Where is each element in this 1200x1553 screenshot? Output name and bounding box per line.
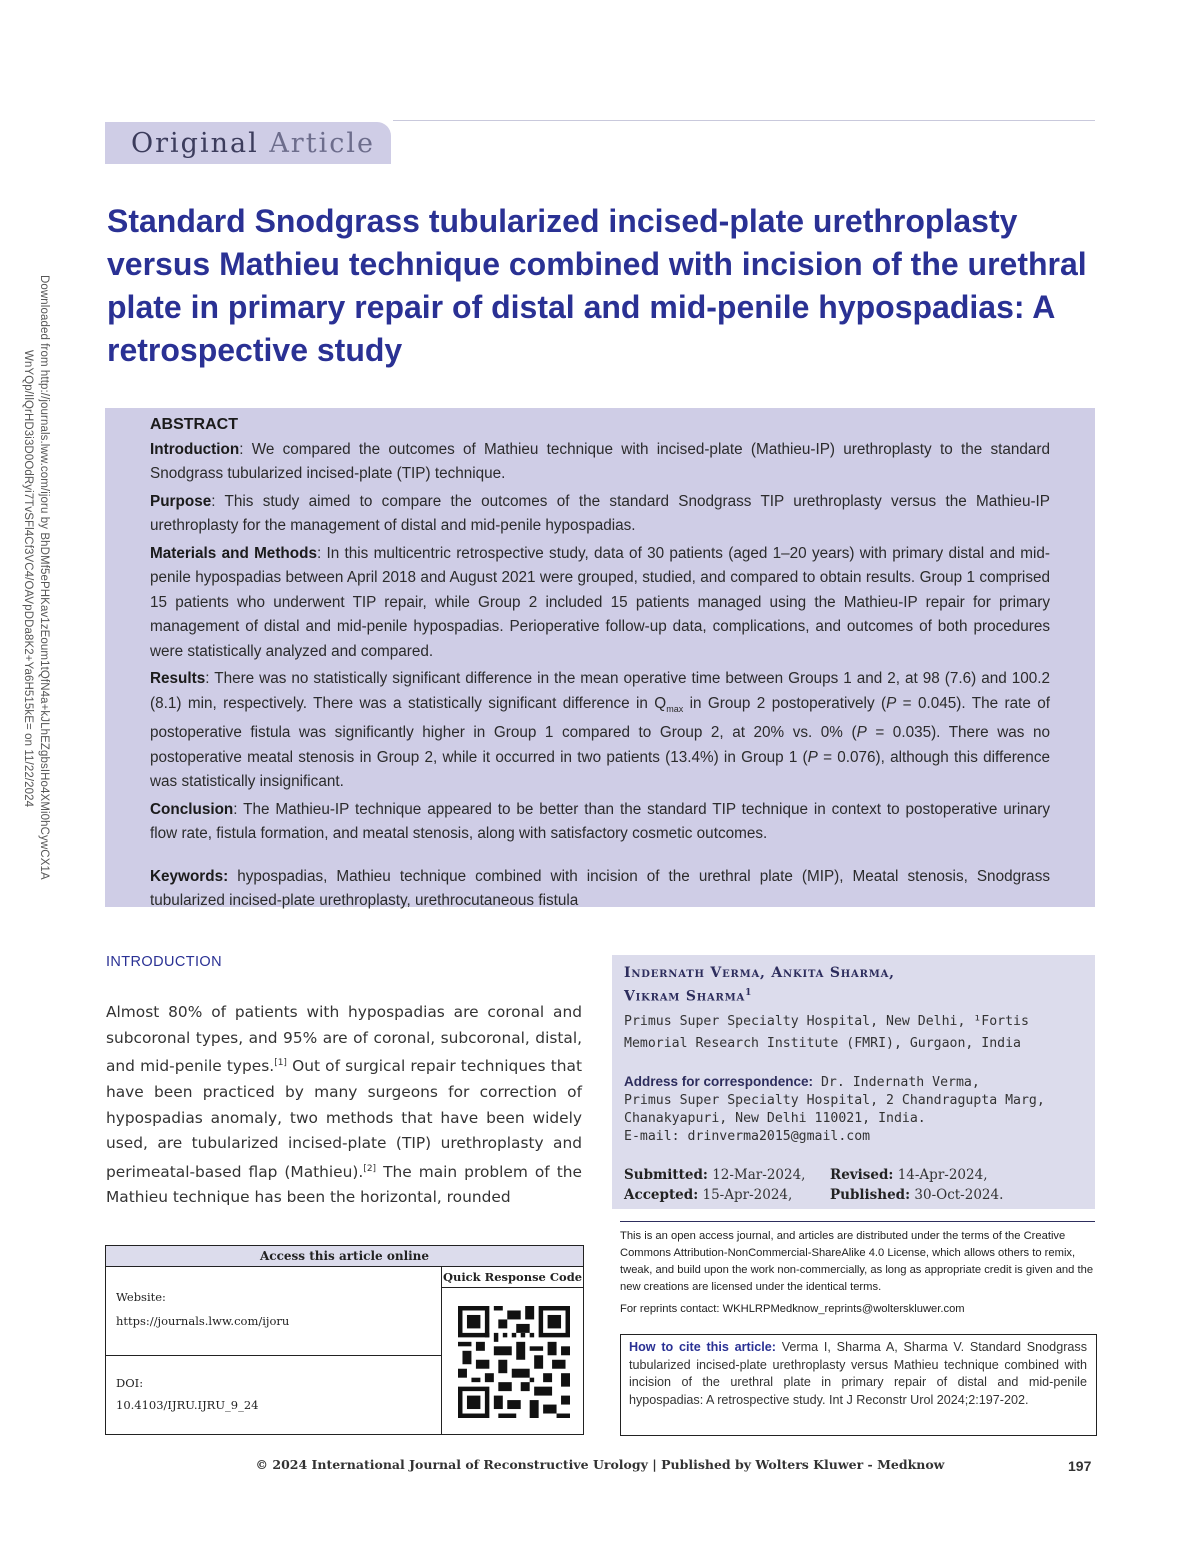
- dates-published: Published: 30-Oct-2024.: [830, 1187, 1004, 1203]
- qr-header: Quick Response Code: [442, 1267, 583, 1288]
- access-online-box: [105, 1245, 584, 1435]
- abstract-methods: Materials and Methods: In this multicentric retrospective study, data of 30 patients (aged 1–20 years) with primary distal and mid-penile hypospadias between April 2018 and August 2021 were grouped, studied, and compared to obtain results. Group 1 comprised 15 patients who underwent TIP repair, while Group 2 included 15 patients managed using the Mathieu-IP repair for primary management of distal and mid-penile hypospadias. Perioperative follow-up data, complications, and outcomes of both procedures were statistically analyzed and compared.: [150, 544, 1050, 660]
- abstract-introduction: Introduction: We compared the outcomes of Mathieu technique with incised-plate (Mathieu-IP) urethroplasty to the standard Snodgrass tubularized incised-plate (TIP) technique.: [150, 440, 1050, 482]
- author-names: Indernath Verma, Ankita Sharma, Vikram Sharma$^1$: [624, 965, 895, 1005]
- introduction-text: Almost 80% of patients with hypospadias are coronal and subcoronal types, and 95% are of coronal, subcoronal, distal, and mid-penile types.[1] Out of surgical repair techniques that have been practiced by many surgeons for correction of hypospadias anomaly, two methods that have been widely used, are tubularized incised-plate (TIP) urethroplasty and perimeatal-based flap (Mathieu).[2] The main problem of the Mathieu technique has been the horizontal, rounded: [106, 1003, 582, 1207]
- website-link[interactable]: https://journals.lww.com/ijoru: [116, 1314, 290, 1328]
- article-type-light: Article: [269, 128, 375, 159]
- page-footer: © 2024 International Journal of Reconstructive Urology | Published by Wolters Kluwer - Medknow: [255, 1457, 945, 1472]
- access-header: Access this article online: [106, 1246, 583, 1267]
- license-text: This is an open access journal, and articles are distributed under the terms of the Creative Commons Attribution-NonCommercial-ShareAlike 4.0 License, which allows others to remix, tweak, and build upon the work non-commercially, as long as appropriate credit is given and the new creations are licensed under the identical terms.: [620, 1230, 1094, 1293]
- abstract-heading: ABSTRACT: [150, 416, 238, 433]
- qr-code-icon[interactable]: [458, 1306, 570, 1418]
- dates-submitted: Submitted: 12-Mar-2024,: [624, 1167, 806, 1183]
- doi-label: DOI:: [116, 1376, 144, 1390]
- download-note-line-1: Downloaded from http://journals.lww.com/ijoru by BhDMf5ePHKav1zEoum1tQfN4a+kJLhEZgbsIHo4XMi0hCywCX1A: [38, 275, 50, 880]
- header-rule: [393, 120, 1095, 121]
- citation-box: [620, 1334, 1097, 1436]
- article-type-main: Original: [131, 128, 259, 159]
- abstract-conclusion: Conclusion: The Mathieu-IP technique appeared to be better than the standard TIP technique in context to postoperative urinary flow rate, fistula formation, and meatal stenosis, along with satisfactory cosmetic outcomes.: [150, 800, 1050, 843]
- abstract-purpose: Purpose: This study aimed to compare the outcomes of the standard Snodgrass TIP urethroplasty versus the Mathieu-IP urethroplasty for the management of distal and mid-penile hypospadias.: [150, 492, 1050, 534]
- article-type-label: [131, 128, 375, 159]
- abstract-results: Results: There was no statistically significant difference in the mean operative time between Groups 1 and 2, at 98 (7.6) and 100.2 (8.1) min, respectively. There was a statistically significant difference in $Q_{max}$ in Group 2 postoperatively (P = 0.045). The rate of postoperative fistula was significantly higher in Group 1 compared to Group 2, at 20% vs. 0% (P = 0.035). There was no postoperative meatal stenosis in Group 2, while it occurred in two patients (13.4%) in Group 1 (P = 0.076), although this difference was statistically insignificant.: [150, 670, 1050, 791]
- dates-accepted: Accepted: 15-Apr-2024,: [624, 1187, 793, 1203]
- reprints-contact: For reprints contact: WKHLRPMedknow_reprints@wolterskluwer.com: [620, 1303, 965, 1315]
- license-rule: [620, 1221, 1095, 1222]
- article-type-badge: [105, 122, 391, 164]
- affiliation: Primus Super Specialty Hospital, New Delhi, ¹Fortis Memorial Research Institute (FMRI), Gurgaon, India: [624, 1014, 1029, 1051]
- introduction-heading: INTRODUCTION: [106, 954, 222, 970]
- abstract-keywords: Keywords: hypospadias, Mathieu technique combined with incision of the urethral plate (MIP), Meatal stenosis, Snodgrass tubularized incised-plate urethroplasty, urethrocutaneous fistula: [150, 867, 1050, 910]
- reference-link[interactable]: [1]: [274, 1058, 287, 1069]
- website-label: Website:: [116, 1290, 166, 1304]
- doi-link[interactable]: 10.4103/IJRU.IJRU_9_24: [116, 1398, 259, 1412]
- page-number: 197: [1068, 1458, 1092, 1474]
- article-title: Standard Snodgrass tubularized incised-plate urethroplasty versus Mathieu technique combined with incision of the urethral plate in primary repair of distal and mid-penile hypospadias: A retrospective study: [107, 203, 1087, 368]
- author-info-box: [612, 955, 1095, 1209]
- email-link[interactable]: E-mail: drinverma2015@gmail.com: [624, 1129, 871, 1144]
- abstract-box: [105, 408, 1095, 910]
- citation-text: How to cite this article: Verma I, Sharma A, Sharma V. Standard Snodgrass tubularized incised-plate urethroplasty versus Mathieu technique combined with incision of the urethral plate in primary repair of distal and mid-penile hypospadias: A retrospective study. Int J Reconstr Urol 2024;2:197-202.: [629, 1340, 1087, 1407]
- correspondence: Address for correspondence: Dr. Indernath Verma, Primus Super Specialty Hospital, 2 Chandragupta Marg, Chanakyapuri, New Delhi 110021, India. E-mail: drinverma2015@gmail.com: [624, 1074, 1045, 1144]
- download-note-line-2: WnYQp/IlQrHD3i3D0OdRyi7TvSFl4Cf3VC4/OAVpDDa8K2+Ya6H515kE= on 11/22/2024: [22, 350, 34, 808]
- dates-revised: Revised: 14-Apr-2024,: [830, 1167, 988, 1183]
- reference-link[interactable]: [2]: [363, 1163, 377, 1174]
